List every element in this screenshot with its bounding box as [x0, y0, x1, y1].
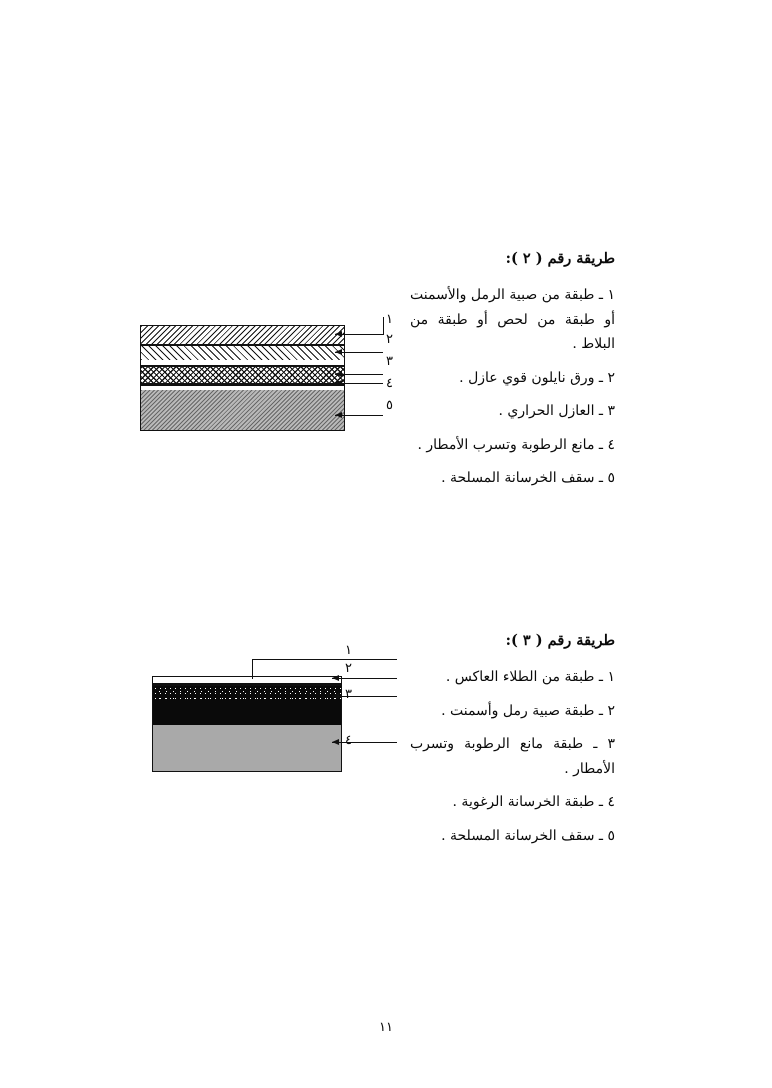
list-item-number: ٢ ـ [598, 369, 615, 386]
leader-line-1-riser [383, 317, 384, 335]
leader-line-5 [335, 415, 383, 416]
list-item-number: ١ ـ [598, 669, 615, 685]
page-number: ١١ [379, 1020, 393, 1035]
leader-line-3 [335, 374, 383, 375]
list-item [410, 283, 615, 357]
list-item [410, 399, 615, 424]
callout-number-3: ٣ [386, 354, 393, 369]
layer-thermal-insulation [141, 367, 344, 383]
leader-line-4 [332, 742, 397, 743]
leader-line-2 [332, 678, 397, 679]
list-item-number: ٢ ـ [598, 702, 615, 719]
method-3-list [410, 665, 615, 848]
callout-number-4: ٤ [345, 733, 352, 748]
method-2-list [410, 283, 615, 491]
arrow-icon-2 [332, 675, 339, 681]
leader-line-1-riser [252, 659, 253, 679]
layer-foam-concrete [153, 725, 341, 772]
callout-number-2: ٢ [386, 332, 393, 347]
list-item-number: ٤ ـ [598, 436, 615, 453]
layer-moisture-barrier [153, 699, 341, 725]
list-item-text: طبقة مانع الرطوبة وتسرب الأمطار . [410, 736, 615, 777]
list-item-text: طبقة من الطلاء العاكس . [445, 669, 595, 685]
list-item-number: ٣ ـ [598, 403, 615, 419]
leader-line-4 [335, 383, 383, 384]
callout-number-1: ١ [386, 312, 393, 327]
list-item-text: طبقة من صبية الرمل والأسمنت أو طبقة من لحص أو طبقة من البلاط . [410, 287, 615, 352]
list-item-text: مانع الرطوبة وتسرب الأمطار . [417, 436, 595, 453]
callout-number-4: ٤ [386, 376, 393, 391]
list-item [410, 466, 615, 491]
callout-number-1: ١ [345, 643, 352, 658]
method-2-text-block [410, 250, 615, 500]
list-item-number: ٥ ـ [598, 827, 615, 844]
list-item [410, 699, 615, 724]
layer-stack-method-2 [140, 325, 345, 431]
leader-line-3 [332, 696, 397, 697]
list-item-number: ١ ـ [598, 287, 615, 303]
list-item [410, 732, 615, 781]
list-item-text: طبقة الخرسانة الرغوية . [452, 794, 595, 810]
list-item-number: ٤ ـ [598, 794, 615, 810]
list-item [410, 790, 615, 815]
list-item-text: ورق نايلون قوي عازل . [459, 369, 595, 386]
list-item-text: سقف الخرسانة المسلحة . [441, 470, 595, 486]
list-item [410, 433, 615, 458]
leader-line-1 [335, 334, 383, 335]
layer-stack-method-3 [152, 676, 342, 772]
list-item-number: ٣ ـ [593, 736, 615, 752]
figure-method-2 [140, 312, 393, 435]
method-2-title: طريقة رقم ( ٢ ): [505, 250, 615, 267]
layer-reinforced-concrete-roof [141, 390, 344, 431]
arrow-icon-2 [335, 349, 342, 355]
callout-number-3: ٣ [345, 687, 352, 702]
list-item [410, 824, 615, 849]
figure-method-3 [152, 643, 382, 786]
list-item-text: سقف الخرسانة المسلحة . [441, 827, 595, 844]
list-item [410, 366, 615, 391]
list-item-text: العازل الحراري . [498, 403, 595, 419]
arrow-icon-5 [335, 412, 342, 418]
method-3-text-block [410, 632, 615, 857]
list-item-number: ٥ ـ [598, 470, 615, 486]
arrow-icon-3 [335, 371, 342, 377]
layer-sand-cement-tiles [141, 326, 344, 344]
callout-number-2: ٢ [345, 661, 352, 676]
layer-nylon-sheet [141, 346, 344, 360]
leader-line-1 [252, 659, 397, 660]
layer-sand-cement-screed [153, 686, 341, 699]
arrow-icon-4 [335, 380, 342, 386]
list-item-text: طبقة صبية رمل وأسمنت . [441, 702, 595, 719]
leader-line-2 [335, 352, 383, 353]
arrow-icon-1 [335, 331, 342, 337]
callout-number-5: ٥ [386, 398, 393, 413]
list-item [410, 665, 615, 690]
arrow-icon-3 [332, 693, 339, 699]
arrow-icon-4 [332, 739, 339, 745]
method-3-title: طريقة رقم ( ٣ ): [505, 632, 615, 649]
